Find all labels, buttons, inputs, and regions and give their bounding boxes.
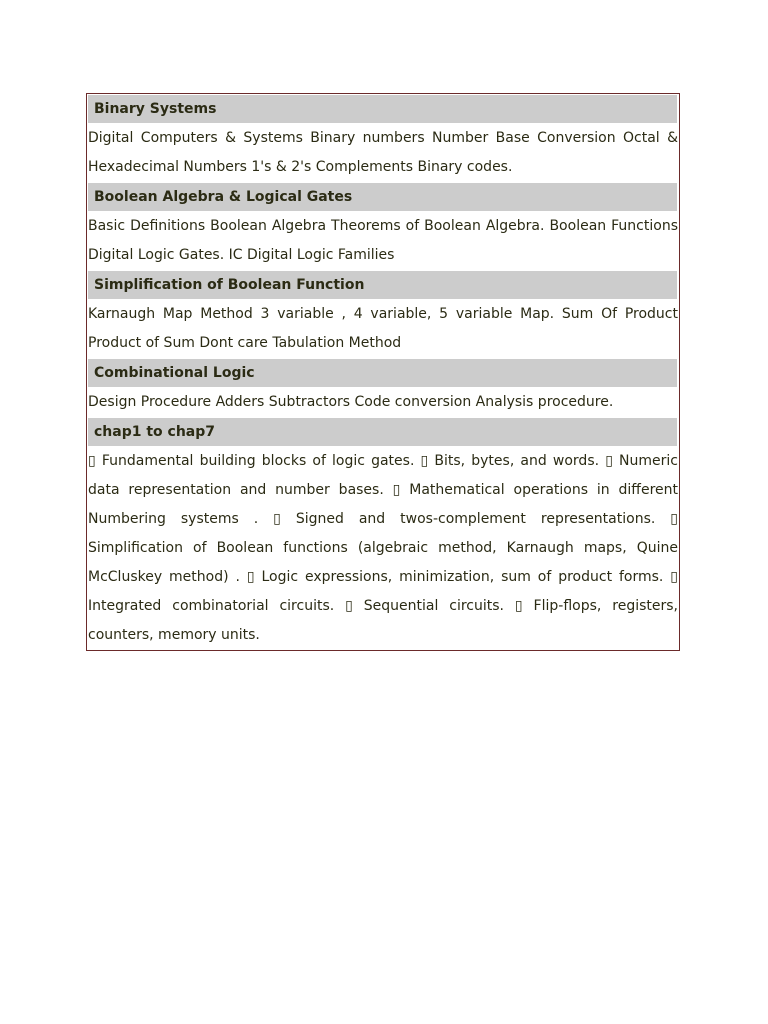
- section-title-boolean-algebra: Boolean Algebra & Logical Gates: [88, 183, 677, 211]
- section-body-binary-systems: Digital Computers & Systems Binary numbers Number Base Conversion Octal & Hexadecimal Numbers 1's & 2's Complements Binary codes.: [88, 130, 678, 175]
- section-body-simplification: Karnaugh Map Method 3 variable , 4 variable, 5 variable Map. Sum Of Product Product of Sum Dont care Tabulation Method: [88, 306, 678, 351]
- section-body-boolean-algebra: Basic Definitions Boolean Algebra Theorems of Boolean Algebra. Boolean Functions Digital Logic Gates. IC Digital Logic Families: [88, 218, 678, 263]
- section-body-chapters: ▯ Fundamental building blocks of logic gates. ▯ Bits, bytes, and words. ▯ Numeric data representation and number bases. ▯ Mathematical operations in different Numbering systems . ▯ Signed and twos-complement representations. ▯ Simplification of Boolean functions (algebraic method, Karnaugh maps, Quine McCluskey method) . ▯ Logic expressions, minimization, sum of product forms. ▯ Integrated combinatorial circuits. ▯ Sequential circuits. ▯ Flip-flops, registers, counters, memory units.: [88, 453, 678, 643]
- section-title-combinational-logic: Combinational Logic: [88, 359, 677, 387]
- section-body-combinational-logic: Design Procedure Adders Subtractors Code conversion Analysis procedure.: [88, 394, 614, 410]
- section-title-simplification: Simplification of Boolean Function: [88, 271, 677, 299]
- syllabus-table: [86, 93, 680, 651]
- section-title-chapters: chap1 to chap7: [88, 418, 677, 446]
- section-title-binary-systems: Binary Systems: [88, 95, 677, 123]
